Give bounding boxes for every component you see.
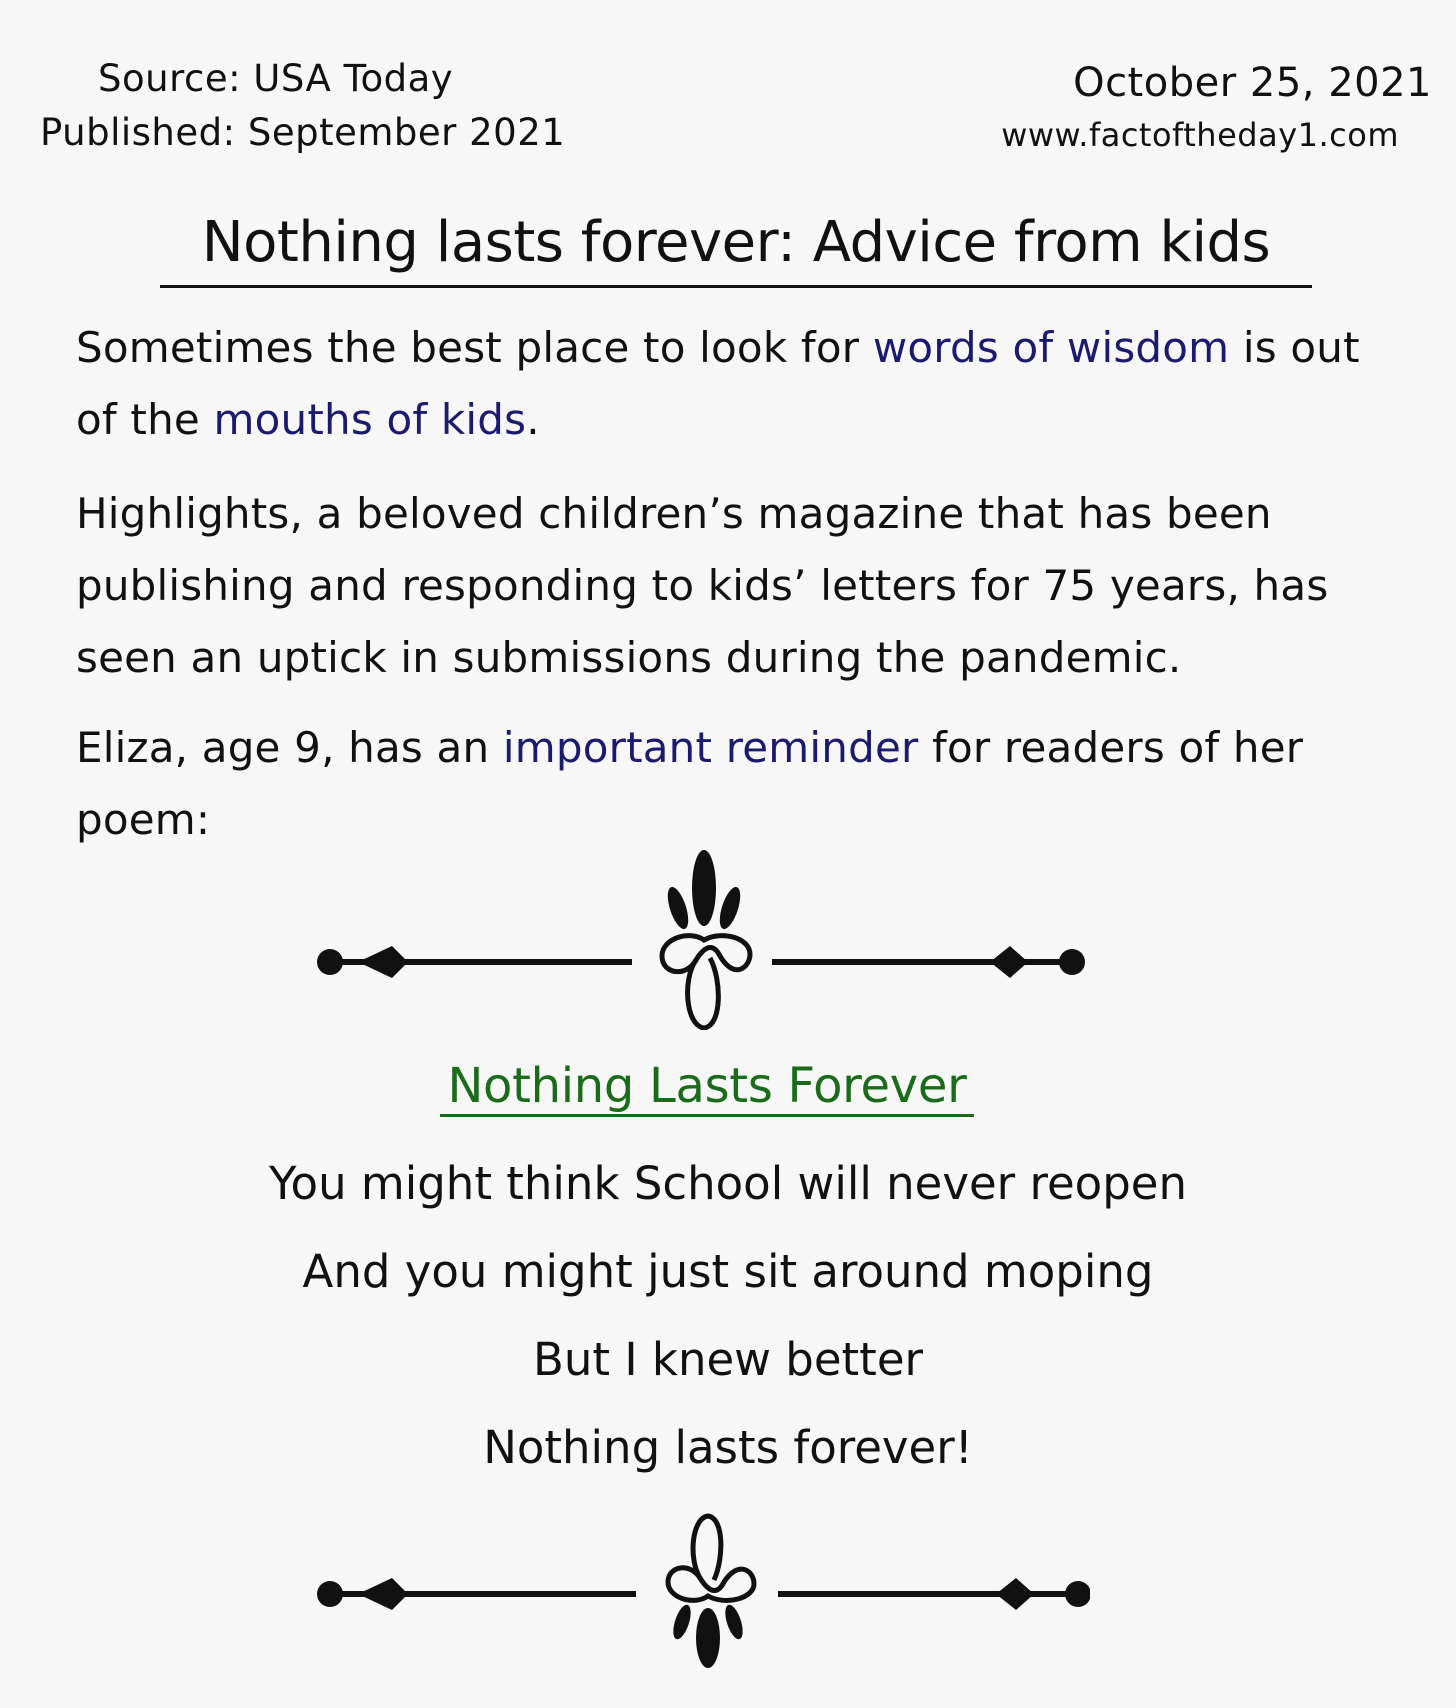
intro-text-2: is out of the (76, 323, 1360, 444)
date-label: October 25, 2021 (1073, 60, 1432, 106)
poem-title-block (440, 1058, 974, 1114)
highlight-words-of-wisdom: words of wisdom (872, 323, 1230, 372)
flourish-divider-icon (310, 850, 1090, 1030)
source-info (40, 52, 565, 159)
eliza-text-2: for readers of her poem: (76, 723, 1304, 844)
title-block (160, 212, 1312, 274)
paragraph-intro (76, 312, 1406, 456)
poem-line: But I knew better (532, 1333, 923, 1386)
intro-text-1: Sometimes the best place to look for (76, 323, 873, 372)
poem-body (0, 1140, 1456, 1492)
poem-line: And you might just sit around moping (302, 1245, 1154, 1298)
website-label: www.factoftheday1.com (1001, 116, 1399, 154)
eliza-text-1: Eliza, age 9, has an (76, 723, 503, 772)
poem-title: Nothing Lasts Forever (447, 1058, 967, 1114)
highlight-important-reminder: important reminder (502, 723, 919, 772)
highlight-mouths-of-kids: mouths of kids (213, 395, 527, 444)
poem-line: Nothing lasts forever! (483, 1421, 973, 1474)
intro-text-3: . (526, 395, 540, 444)
poem-title-underline (440, 1114, 974, 1117)
title-underline (160, 285, 1312, 288)
date-info (1001, 54, 1432, 158)
flourish-divider-icon (310, 1488, 1090, 1668)
poem-line: You might think School will never reopen (269, 1157, 1187, 1210)
published-label: Published: September 2021 (40, 110, 566, 154)
source-label: Source: USA Today (98, 57, 454, 100)
paragraph-highlights: Highlights, a beloved children’s magazine that has been publishing and responding to kids’ letters for 75 years, has seen an uptick in submissions during the pandemic. (76, 489, 1329, 682)
page-title: Nothing lasts forever: Advice from kids (201, 210, 1271, 275)
paragraph-eliza (76, 712, 1406, 856)
